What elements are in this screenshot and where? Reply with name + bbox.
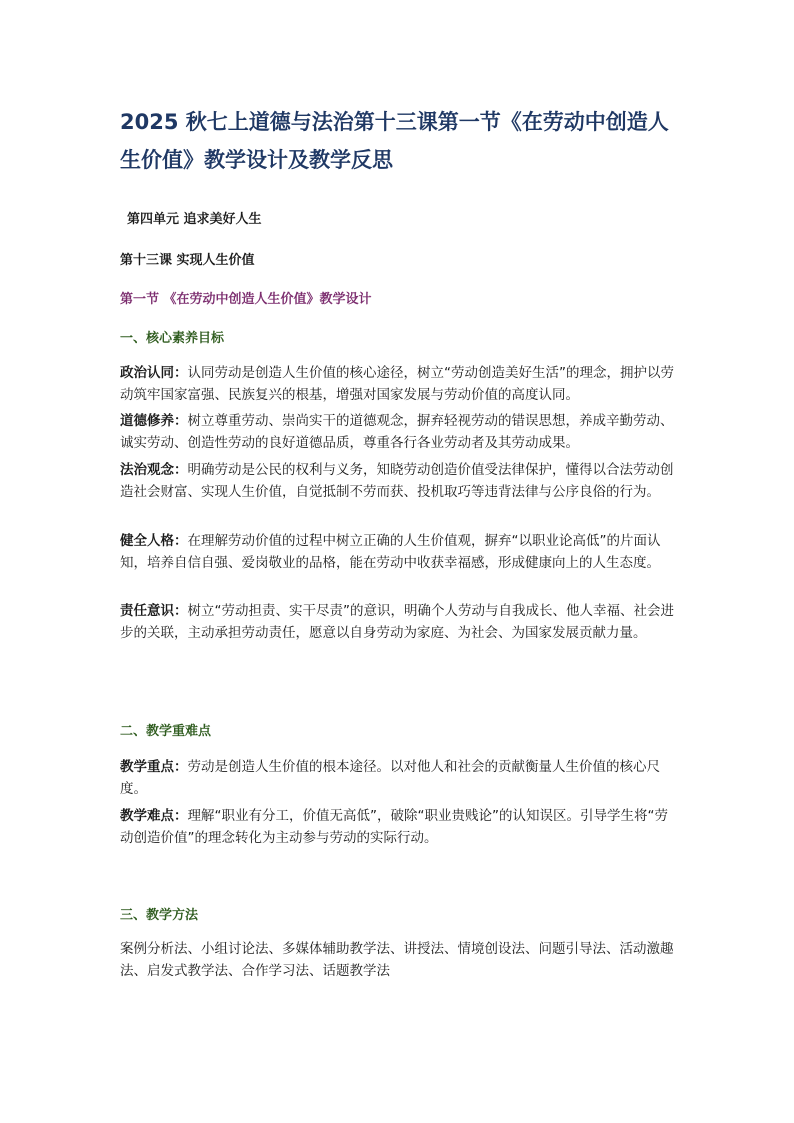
difficult-point-label: 教学难点： bbox=[120, 808, 188, 824]
unit-heading: 第四单元 追求美好人生 bbox=[127, 212, 262, 227]
key-point-text: 劳动是创造人生价值的根本途径。以对他人和社会的贡献衡量人生价值的核心尺度。 bbox=[120, 759, 660, 797]
difficult-point-text: 理解“职业有分工，价值无高低”，破除“职业贵贱论”的认知误区。引导学生将“劳动创造价值”的理念转化为主动参与劳动的实际行动。 bbox=[120, 808, 668, 846]
goal-text: 明确劳动是公民的权利与义务，知晓劳动创造价值受法律保护，懂得以合法劳动创造社会财富、实现人生价值，自觉抵制不劳而获、投机取巧等违背法律与公序良俗的行为。 bbox=[120, 462, 674, 500]
goal-label: 责任意识： bbox=[120, 603, 188, 619]
keypoints-heading: 二、教学重难点 bbox=[120, 724, 212, 739]
methods-heading: 三、教学方法 bbox=[120, 908, 199, 923]
goal-text: 树立“劳动担责、实干尽责”的意识，明确个人劳动与自我成长、他人幸福、社会进步的关联，主动承担劳动责任，愿意以自身劳动为家庭、为社会、为国家发展贡献力量。 bbox=[120, 603, 674, 641]
goals-heading: 一、核心素养目标 bbox=[120, 331, 225, 346]
goal-responsibility bbox=[120, 600, 680, 644]
key-point bbox=[120, 756, 680, 800]
goal-sound-personality bbox=[120, 530, 680, 574]
key-point-label: 教学重点： bbox=[120, 759, 188, 775]
document-title: 2025 秋七上道德与法治第十三课第一节《在劳动中创造人生价值》教学设计及教学反思 bbox=[120, 110, 669, 172]
goal-rule-of-law bbox=[120, 459, 680, 503]
goal-text: 在理解劳动价值的过程中树立正确的人生价值观，摒弃“以职业论高低”的片面认知，培养自信自强、爱岗敬业的品格，能在劳动中收获幸福感，形成健康向上的人生态度。 bbox=[120, 533, 661, 571]
goal-text: 认同劳动是创造人生价值的核心途径，树立“劳动创造美好生活”的理念，拥护以劳动筑牢国家富强、民族复兴的根基，增强对国家发展与劳动价值的高度认同。 bbox=[120, 365, 674, 403]
goal-label: 道德修养： bbox=[120, 413, 188, 429]
goal-political-identity bbox=[120, 362, 680, 406]
goal-moral-cultivation bbox=[120, 410, 680, 454]
difficult-point bbox=[120, 805, 680, 849]
goal-label: 健全人格： bbox=[120, 533, 188, 549]
section-heading: 第一节 《在劳动中创造人生价值》教学设计 bbox=[120, 292, 372, 307]
methods-text: 案例分析法、小组讨论法、多媒体辅助教学法、讲授法、情境创设法、问题引导法、活动激趣法、启发式教学法、合作学习法、话题教学法 bbox=[120, 941, 674, 979]
goal-text: 树立尊重劳动、崇尚实干的道德观念，摒弃轻视劳动的错误思想，养成辛勤劳动、诚实劳动、创造性劳动的良好道德品质，尊重各行各业劳动者及其劳动成果。 bbox=[120, 413, 674, 451]
goal-label: 政治认同： bbox=[120, 365, 188, 381]
lesson-heading: 第十三课 实现人生价值 bbox=[120, 253, 255, 268]
goal-label: 法治观念： bbox=[120, 462, 188, 478]
